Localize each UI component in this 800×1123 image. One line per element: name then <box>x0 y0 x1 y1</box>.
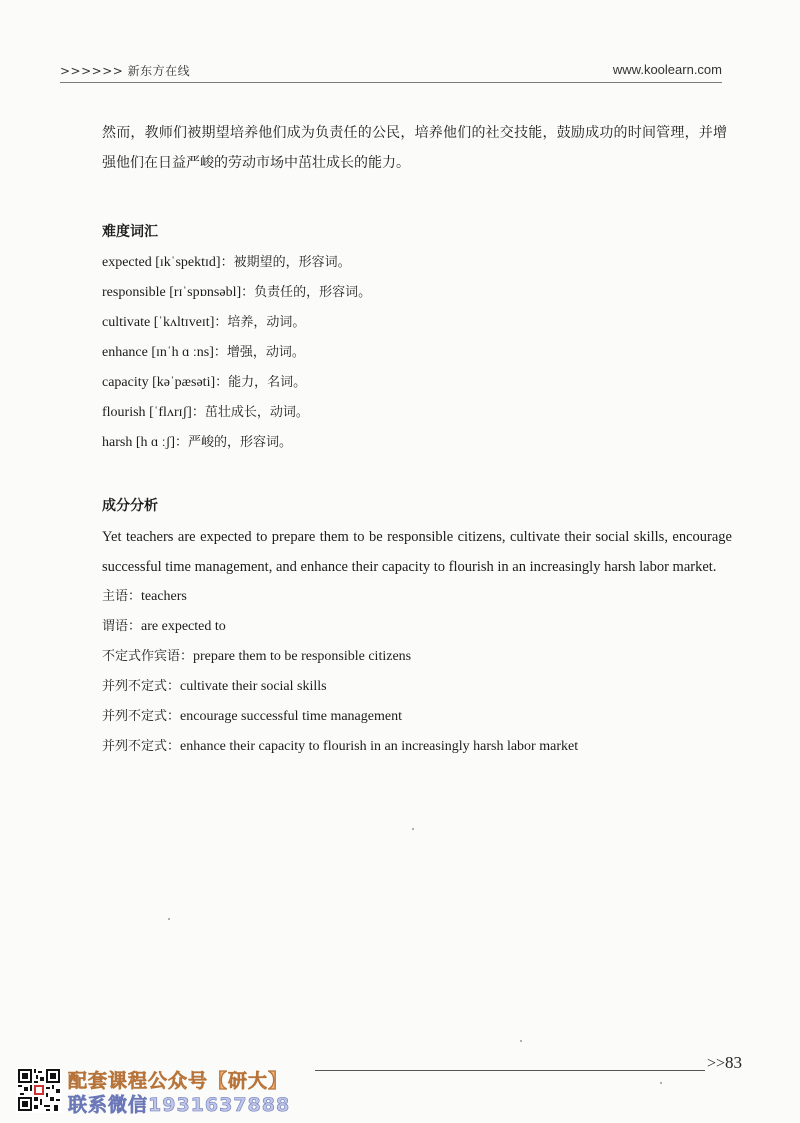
vocab-item <box>102 368 732 398</box>
vocab-item <box>102 278 732 308</box>
page-header <box>60 62 722 83</box>
vocab-word: cultivate <box>102 315 151 330</box>
vocab-meaning: ：能力，名词。 <box>215 375 307 390</box>
sentence-parts-list <box>102 582 732 762</box>
analysis-heading: 成分分析 <box>102 498 158 514</box>
sentence-part <box>102 732 732 762</box>
vocab-word: responsible <box>102 285 166 300</box>
vocab-ipa: [ˈflʌrɪʃ] <box>149 405 192 420</box>
part-label: 主语： <box>102 589 142 604</box>
vocab-meaning: ：培养，动词。 <box>214 315 306 330</box>
vocab-meaning: ：被期望的，形容词。 <box>220 255 351 270</box>
vocab-meaning: ：负责任的，形容词。 <box>241 285 372 300</box>
header-brand: >>>>>> 新东方在线 <box>60 64 191 78</box>
sentence-part <box>102 642 732 672</box>
part-text: encourage successful time management <box>180 709 402 724</box>
vocabulary-list <box>102 248 732 458</box>
vocab-word: capacity <box>102 375 149 390</box>
vocab-word: expected <box>102 255 152 270</box>
vocab-item <box>102 308 732 338</box>
scan-speck <box>660 1082 662 1084</box>
scan-speck <box>168 918 170 920</box>
vocab-meaning: ：增强，动词。 <box>213 345 305 360</box>
scan-speck <box>412 828 414 830</box>
part-text: cultivate their social skills <box>180 679 327 694</box>
vocab-word: harsh <box>102 435 133 450</box>
sentence-part <box>102 672 732 702</box>
sentence-part <box>102 612 732 642</box>
part-label: 不定式作宾语： <box>102 649 194 664</box>
page-number-marker <box>707 1053 742 1073</box>
part-text: prepare them to be responsible citizens <box>193 649 412 664</box>
sentence-part <box>102 702 732 732</box>
part-text: are expected to <box>141 619 226 634</box>
part-label: 并列不定式： <box>102 709 181 724</box>
vocab-meaning: ：严峻的，形容词。 <box>175 435 293 450</box>
header-url: www.koolearn.com <box>612 62 722 77</box>
part-text: enhance their capacity to flourish in an increasingly harsh labor market <box>180 739 579 754</box>
promo-line-1: 配套课程公众号【研大】 <box>68 1070 289 1092</box>
vocab-ipa: [rɪˈspɒnsəbl] <box>169 285 242 300</box>
analysis-sentence: Yet teachers are expected to prepare them to be responsible citizens, cultivate their social skills, encourage successful time management, and enhance their capacity to flourish in an increasingly harsh labor market. <box>102 529 732 575</box>
vocab-item <box>102 248 732 278</box>
vocab-item <box>102 428 732 458</box>
vocabulary-heading: 难度词汇 <box>102 224 158 240</box>
page-number: 83 <box>725 1053 743 1072</box>
footer-rule <box>315 1070 705 1071</box>
part-text: teachers <box>141 589 187 604</box>
part-label: 并列不定式： <box>102 739 181 754</box>
translation-paragraph: 然而，教师们被期望培养他们成为负责任的公民，培养他们的社交技能，鼓励成功的时间管理，并增强他们在日益严峻的劳动市场中茁壮成长的能力。 <box>102 125 727 171</box>
vocab-word: enhance <box>102 345 148 360</box>
scan-speck <box>520 1040 522 1042</box>
vocab-ipa: [ɪkˈspektɪd] <box>155 255 221 270</box>
part-label: 谓语： <box>102 619 142 634</box>
promo-line-2: 联系微信1931637888 <box>68 1094 291 1116</box>
part-label: 并列不定式： <box>102 679 181 694</box>
vocab-ipa: [ˈkʌltɪveɪt] <box>153 315 215 330</box>
sentence-part <box>102 582 732 612</box>
vocab-ipa: [kəˈpæsəti] <box>152 375 216 390</box>
vocab-item <box>102 338 732 368</box>
vocab-ipa: [h ɑ ːʃ] <box>135 435 176 450</box>
vocab-item <box>102 398 732 428</box>
footer-arrows: >> <box>707 1055 726 1072</box>
vocab-meaning: ：茁壮成长，动词。 <box>191 405 309 420</box>
page-content <box>102 118 732 762</box>
vocab-word: flourish <box>102 405 146 420</box>
vocab-ipa: [ɪnˈh ɑ ːns] <box>151 345 214 360</box>
qr-code-icon <box>16 1067 62 1113</box>
